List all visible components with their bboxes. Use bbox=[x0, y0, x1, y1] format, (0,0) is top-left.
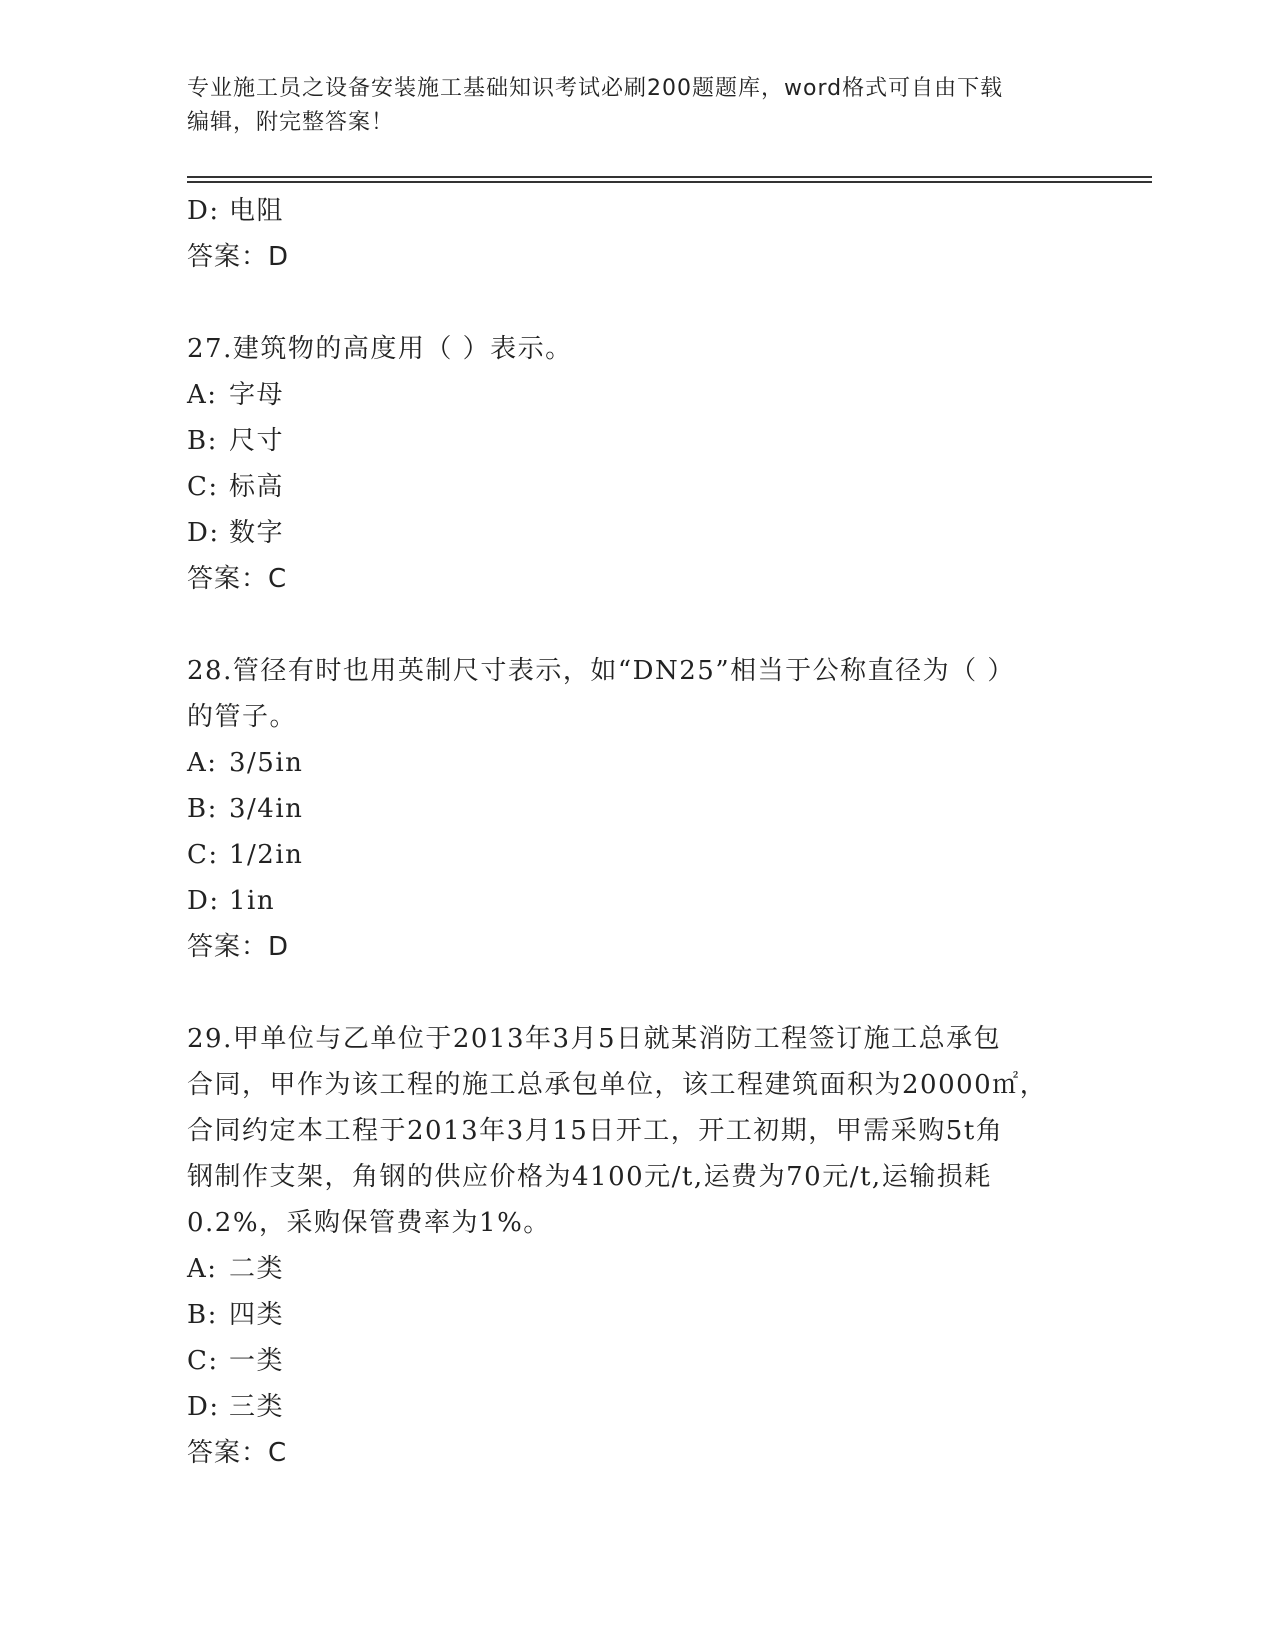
option-text: 四类 bbox=[229, 1300, 285, 1330]
q27-answer: 答案：C bbox=[187, 564, 288, 594]
option-text: 1in bbox=[229, 886, 276, 916]
option-key: D: bbox=[187, 196, 220, 226]
option-text: 尺寸 bbox=[229, 426, 285, 456]
q29-answer: 答案：C bbox=[187, 1438, 288, 1468]
header-line-2: 编辑，附完整答案！ bbox=[187, 110, 395, 135]
option-key: D: bbox=[187, 1392, 220, 1422]
option-text: 一类 bbox=[229, 1346, 285, 1376]
option-key: C: bbox=[187, 840, 219, 870]
spacer bbox=[187, 602, 1087, 648]
q29-stem-line-4: 钢制作支架，角钢的供应价格为4100元/t,运费为70元/t,运输损耗 bbox=[187, 1162, 992, 1192]
document-header bbox=[187, 72, 1067, 140]
q28-option-a bbox=[187, 740, 1087, 786]
option-key: B: bbox=[187, 426, 218, 456]
option-text: 数字 bbox=[229, 518, 285, 548]
option-key: D: bbox=[187, 886, 220, 916]
option-key: A: bbox=[187, 380, 218, 410]
question-content bbox=[187, 188, 1087, 1476]
header-line-1: 专业施工员之设备安装施工基础知识考试必刷200题题库，word格式可自由下载 bbox=[187, 76, 1004, 101]
option-text: 字母 bbox=[229, 380, 285, 410]
option-text: 二类 bbox=[229, 1254, 285, 1284]
spacer bbox=[187, 970, 1087, 1016]
q28-option-b bbox=[187, 786, 1087, 832]
prev-option-d bbox=[187, 188, 1087, 234]
option-key: C: bbox=[187, 472, 219, 502]
q29-stem-line-5: 0.2%，采购保管费率为1%。 bbox=[187, 1208, 551, 1238]
option-text: 标高 bbox=[229, 472, 285, 502]
q27-option-a bbox=[187, 372, 1087, 418]
option-text: 3/5in bbox=[229, 748, 304, 778]
q27-option-b bbox=[187, 418, 1087, 464]
q29-stem bbox=[187, 1016, 1087, 1246]
option-text: 电阻 bbox=[229, 196, 285, 226]
q28-stem bbox=[187, 648, 1087, 740]
option-text: 3/4in bbox=[229, 794, 304, 824]
q28-option-c bbox=[187, 832, 1087, 878]
q29-stem-line-1: 29.甲单位与乙单位于2013年3月5日就某消防工程签订施工总承包 bbox=[187, 1024, 1002, 1054]
option-text: 1/2in bbox=[229, 840, 304, 870]
header-divider-bottom bbox=[187, 181, 1152, 183]
option-key: D: bbox=[187, 518, 220, 548]
q29-stem-line-3: 合同约定本工程于2013年3月15日开工，开工初期，甲需采购5t角 bbox=[187, 1116, 1004, 1146]
option-key: B: bbox=[187, 794, 218, 824]
q29-option-d bbox=[187, 1384, 1087, 1430]
q28-answer: 答案：D bbox=[187, 932, 290, 962]
q28-option-d bbox=[187, 878, 1087, 924]
header-divider-top bbox=[187, 176, 1152, 178]
q27-stem: 27.建筑物的高度用（ ）表示。 bbox=[187, 334, 573, 364]
q27-option-c bbox=[187, 464, 1087, 510]
option-key: C: bbox=[187, 1346, 219, 1376]
option-key: A: bbox=[187, 1254, 218, 1284]
option-key: A: bbox=[187, 748, 218, 778]
q29-option-a bbox=[187, 1246, 1087, 1292]
q29-stem-line-2: 合同，甲作为该工程的施工总承包单位，该工程建筑面积为20000㎡， bbox=[187, 1070, 1048, 1100]
q28-stem-line-2: 的管子。 bbox=[187, 702, 298, 732]
option-key: B: bbox=[187, 1300, 218, 1330]
q28-stem-line-1: 28.管径有时也用英制尺寸表示，如“DN25”相当于公称直径为（ ） bbox=[187, 656, 1015, 686]
prev-answer: 答案：D bbox=[187, 242, 290, 272]
q29-option-c bbox=[187, 1338, 1087, 1384]
spacer bbox=[187, 280, 1087, 326]
q27-option-d bbox=[187, 510, 1087, 556]
option-text: 三类 bbox=[229, 1392, 285, 1422]
q29-option-b bbox=[187, 1292, 1087, 1338]
